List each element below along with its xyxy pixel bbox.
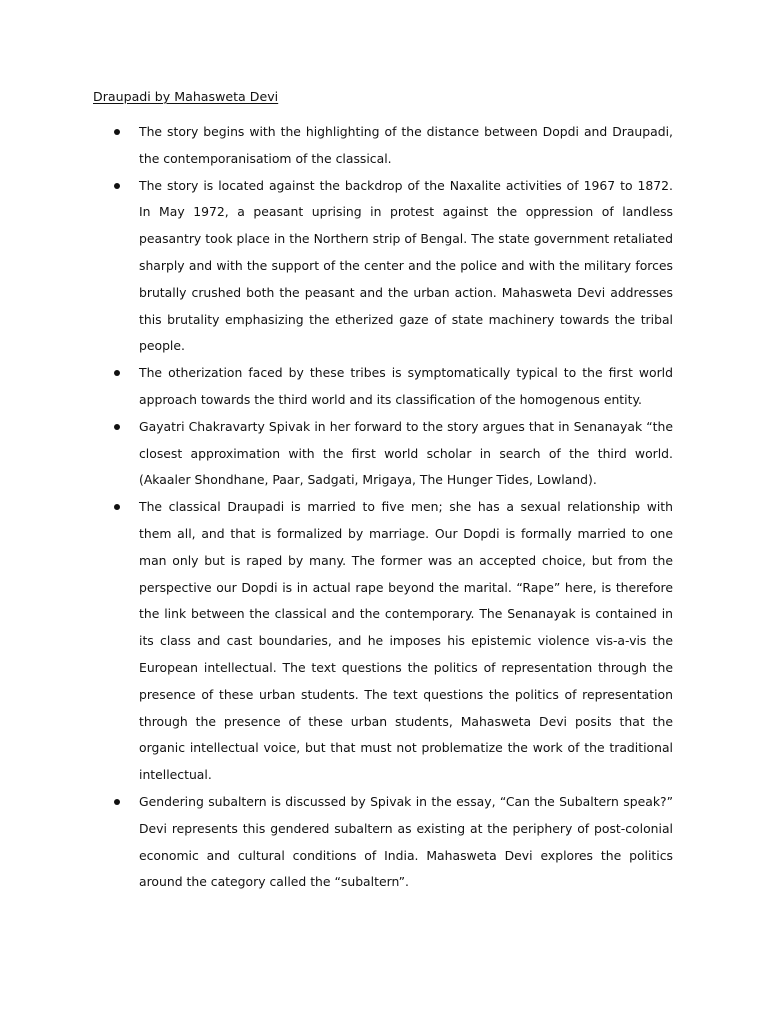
document-title: Draupadi by Mahasweta Devi bbox=[93, 89, 279, 104]
bullet-item-2 bbox=[139, 173, 673, 361]
bullet-item-1 bbox=[139, 119, 673, 173]
bullet-item-6 bbox=[139, 789, 673, 896]
bullet-text: The story begins with the highlighting of the distance between Dopdi and Draupadi, the contemporanisatiom of the classical. bbox=[139, 124, 673, 166]
bullet-text: Gendering subaltern is discussed by Spivak in the essay, “Can the Subaltern speak?” Devi represents this gendered subaltern as existing at the periphery of post-colonial economic and cultural conditions of India. Mahasweta Devi explores the politics around the category called the “subaltern”. bbox=[139, 793, 673, 890]
bullet-item-4 bbox=[139, 414, 673, 494]
bullet-item-5 bbox=[139, 494, 673, 789]
bullet-text: Gayatri Chakravarty Spivak in her forward to the story argues that in Senanayak “the closest approximation with the first world scholar in search of the third world. (Akaaler Shondhane, Paar, Sadgati, Mrigaya, The Hunger Tides, Lowland). bbox=[139, 418, 673, 488]
bullet-dot-icon bbox=[114, 129, 120, 135]
bullet-dot-icon bbox=[114, 504, 120, 510]
bullet-text: The story is located against the backdrop of the Naxalite activities of 1967 to 1872. In May 1972, a peasant uprising in protest against the oppression of landless peasantry took place in the Northern strip of Bengal. The state government retaliated sharply and with the support of the center and the police and with the military forces brutally crushed both the peasant and the urban action. Mahasweta Devi addresses this brutality emphasizing the etherized gaze of state machinery towards the tribal people. bbox=[139, 177, 673, 354]
bullet-dot-icon bbox=[114, 183, 120, 189]
bullet-text: The otherization faced by these tribes is symptomatically typical to the first world approach towards the third world and its classification of the homogenous entity. bbox=[139, 365, 673, 407]
bullet-item-3 bbox=[139, 360, 673, 414]
bullet-dot-icon bbox=[114, 424, 120, 430]
bullet-text: The classical Draupadi is married to five men; she has a sexual relationship with them all, and that is formalized by marriage. Our Dopdi is formally married to one man only but is raped by many. The former was an accepted choice, but from the perspective our Dopdi is in actual rape beyond the marital. “Rape” here, is therefore the link between the classical and the contemporary. The Senanayak is contained in its class and cast boundaries, and he imposes his epistemic violence vis-a-vis the European intellectual. The text questions the politics of representation through the presence of these urban students. The text questions the politics of representation through the presence of these urban students, Mahasweta Devi posits that the organic intellectual voice, but that must not problematize the work of the traditional intellectual. bbox=[139, 499, 673, 783]
bullet-list bbox=[139, 119, 673, 896]
bullet-dot-icon bbox=[114, 799, 120, 805]
bullet-dot-icon bbox=[114, 370, 120, 376]
